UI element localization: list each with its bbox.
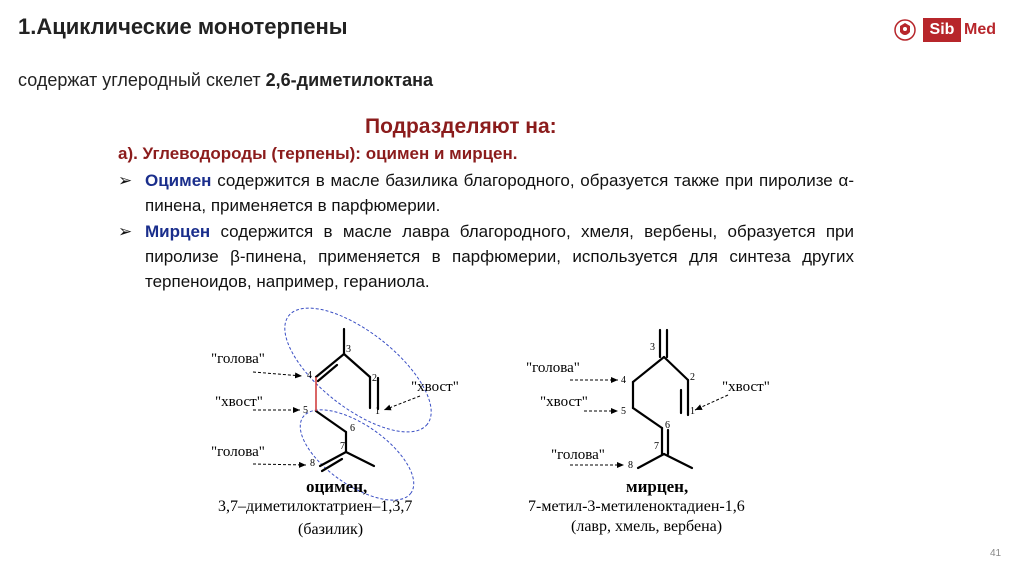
- bond: [664, 357, 688, 380]
- label-tail: "хвост": [215, 394, 263, 410]
- myrcene-iupac: 7-метил-3-метиленоктадиен-1,6: [528, 498, 745, 515]
- page-number: 41: [990, 548, 1002, 559]
- bond: [633, 408, 662, 428]
- atom-number: 3: [650, 342, 655, 353]
- bullet-body: содержится в масле лавра благородного, хмеля, вербены, образуется при пиролизе β-пинена, применяется в парфюмерии, используется для синтеза других терпеноидов, например, гераниола.: [145, 222, 854, 291]
- myrcene-structure: [526, 330, 770, 535]
- subtitle-bold: 2,6-диметилоктана: [265, 70, 434, 90]
- atom-number: 7: [340, 441, 345, 452]
- term-myrcene: Мирцен: [145, 222, 211, 241]
- label-head: "голова": [526, 360, 580, 376]
- label-head: "голова": [551, 447, 605, 463]
- bullet-body: содержится в масле базилика благородного, образуется также при пиролизе α-пинена, применяется в парфюмерии.: [145, 171, 854, 215]
- bond: [638, 454, 664, 468]
- bond: [346, 452, 374, 466]
- section-heading: Подразделяют на:: [365, 115, 557, 138]
- ocimene-iupac: 3,7–диметилоктатриен–1,3,7: [218, 498, 413, 515]
- label-tail: "хвост": [540, 394, 588, 410]
- ocimene-source: (базилик): [298, 521, 364, 538]
- atom-number: 6: [665, 420, 670, 431]
- ocimene-structure: [211, 286, 459, 538]
- bond: [322, 459, 342, 471]
- bond: [316, 354, 344, 377]
- ocimene-ellipse-upper: [265, 286, 450, 454]
- bullet-arrow-icon: ➢: [118, 222, 133, 241]
- atom-number: 7: [654, 441, 659, 452]
- term-ocimene: Оцимен: [145, 171, 212, 190]
- myrcene-name: мирцен,: [626, 477, 689, 496]
- atom-number: 1: [375, 406, 380, 417]
- ocimene-name: оцимен,: [306, 477, 368, 496]
- bond: [316, 411, 346, 432]
- atom-number: 4: [621, 375, 626, 386]
- atom-number: 2: [690, 372, 695, 383]
- logo-med: Med: [964, 21, 996, 38]
- arrow: [695, 395, 728, 410]
- logo-sib: Sib: [923, 18, 961, 42]
- atom-number: 1: [690, 406, 695, 417]
- item-a: а). Углеводороды (терпены): оцимен и мирцен.: [118, 144, 518, 163]
- atom-number: 6: [350, 423, 355, 434]
- arrow: [253, 464, 306, 465]
- bond: [344, 354, 370, 377]
- bullet-arrow-icon: ➢: [118, 171, 133, 190]
- myrcene-source: (лавр, хмель, вербена): [571, 518, 723, 535]
- bond: [633, 357, 664, 382]
- arrow: [253, 372, 302, 376]
- atom-number: 8: [628, 460, 633, 471]
- atom-number: 5: [303, 405, 308, 416]
- atom-number: 8: [310, 458, 315, 469]
- label-head: "голова": [211, 444, 265, 460]
- bond: [664, 454, 692, 468]
- atom-number: 5: [621, 406, 626, 417]
- arrow: [384, 396, 420, 410]
- atom-number: 2: [372, 373, 377, 384]
- atom-number: 4: [307, 370, 312, 381]
- subtitle-prefix: содержат углеродный скелет: [18, 70, 266, 90]
- label-tail: "хвост": [722, 379, 770, 395]
- atom-number: 3: [346, 344, 351, 355]
- slide-title: 1.Ациклические монотерпены: [18, 14, 348, 39]
- label-tail: "хвост": [411, 379, 459, 395]
- label-head: "голова": [211, 351, 265, 367]
